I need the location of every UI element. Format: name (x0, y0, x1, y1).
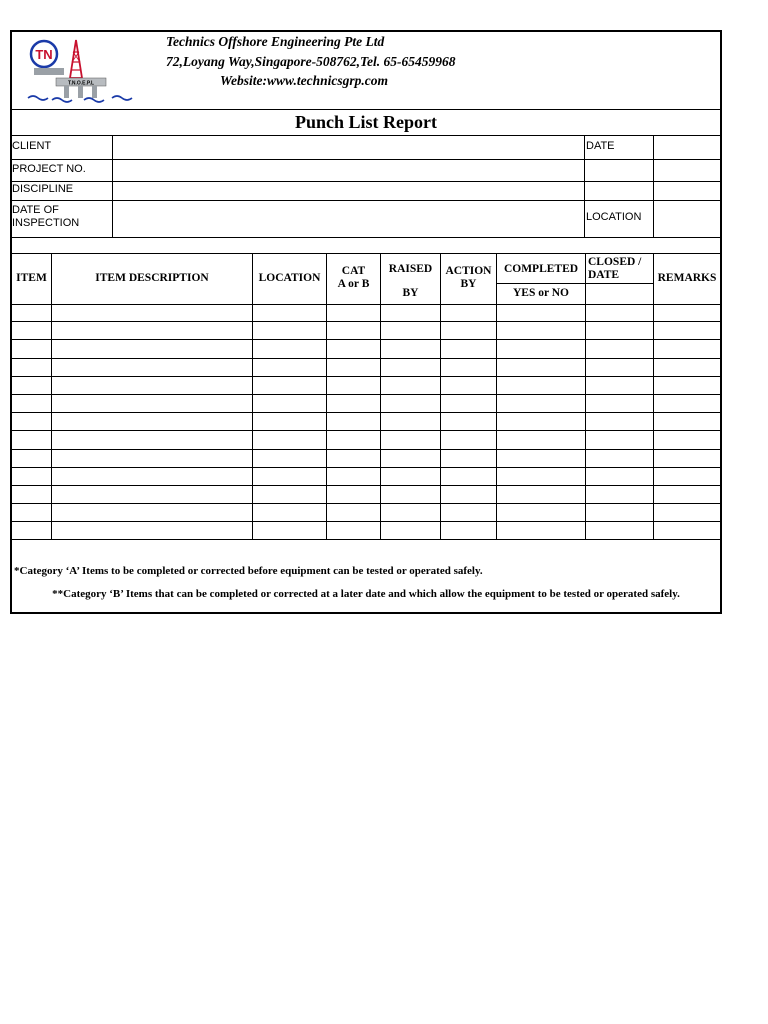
date-field[interactable] (654, 135, 720, 159)
cell-remarks[interactable] (654, 304, 720, 321)
cell-location[interactable] (253, 468, 327, 485)
cell-raised-by[interactable] (381, 322, 441, 339)
cell-remarks[interactable] (654, 359, 720, 376)
cell-action-by[interactable] (441, 359, 497, 376)
table-row (12, 468, 720, 486)
cell-remarks[interactable] (654, 522, 720, 539)
cell-closed-date[interactable] (586, 413, 654, 430)
spacer-row (12, 237, 720, 254)
cell-item-description[interactable] (52, 395, 253, 412)
cell-category[interactable] (327, 322, 381, 339)
cell-item-description[interactable] (52, 522, 253, 539)
cell-location[interactable] (253, 377, 327, 394)
discipline-label: DISCIPLINE (12, 181, 113, 200)
inspection-row (12, 200, 720, 237)
location-label: LOCATION (585, 200, 654, 237)
cell-item[interactable] (12, 322, 52, 339)
cell-closed-date[interactable] (586, 340, 654, 357)
table-row (12, 340, 720, 358)
cell-completed[interactable] (497, 322, 586, 339)
cell-remarks[interactable] (654, 395, 720, 412)
cell-closed-date[interactable] (586, 322, 654, 339)
col-category: CAT A or B (327, 254, 381, 304)
cell-item-description[interactable] (52, 304, 253, 321)
company-address: 72,Loyang Way,Singapore-508762,Tel. 65-65459968 (166, 54, 456, 69)
cell-location[interactable] (253, 413, 327, 430)
cell-item-description[interactable] (52, 431, 253, 448)
client-field[interactable] (113, 135, 585, 159)
cell-remarks[interactable] (654, 468, 720, 485)
cell-raised-by[interactable] (381, 450, 441, 467)
cell-location[interactable] (253, 322, 327, 339)
cell-raised-by[interactable] (381, 468, 441, 485)
cell-item[interactable] (12, 359, 52, 376)
cell-remarks[interactable] (654, 340, 720, 357)
project-no-label: PROJECT NO. (12, 159, 113, 181)
cell-action-by[interactable] (441, 340, 497, 357)
cell-closed-date[interactable] (586, 431, 654, 448)
cell-raised-by[interactable] (381, 340, 441, 357)
cell-closed-date[interactable] (586, 304, 654, 321)
table-row (12, 359, 720, 377)
discipline-field[interactable] (113, 181, 585, 200)
cell-remarks[interactable] (654, 504, 720, 521)
cell-remarks[interactable] (654, 431, 720, 448)
cell-completed[interactable] (497, 395, 586, 412)
cell-completed[interactable] (497, 486, 586, 503)
cell-completed[interactable] (497, 431, 586, 448)
cell-raised-by[interactable] (381, 395, 441, 412)
cell-item-description[interactable] (52, 340, 253, 357)
cell-action-by[interactable] (441, 395, 497, 412)
col-remarks: REMARKS (657, 272, 717, 284)
date-of-inspection-field[interactable] (113, 200, 585, 237)
cell-item-description[interactable] (52, 377, 253, 394)
cell-category[interactable] (327, 504, 381, 521)
cell-category[interactable] (327, 522, 381, 539)
table-row (12, 322, 720, 340)
cell-item[interactable] (12, 377, 52, 394)
discipline-extra-field[interactable] (654, 181, 720, 200)
date-of-inspection-label: DATE OF INSPECTION (12, 200, 113, 237)
col-location: LOCATION (253, 254, 327, 304)
cell-closed-date[interactable] (586, 395, 654, 412)
table-row (12, 377, 720, 395)
col-action-by: ACTION BY (441, 254, 497, 304)
project-no-field[interactable] (113, 159, 585, 181)
cell-raised-by[interactable] (381, 486, 441, 503)
date-label: DATE (585, 135, 654, 159)
cell-remarks[interactable] (654, 450, 720, 467)
cell-item-description[interactable] (52, 504, 253, 521)
cell-completed[interactable] (497, 304, 586, 321)
cell-location[interactable] (253, 340, 327, 357)
cell-raised-by[interactable] (381, 359, 441, 376)
cell-completed[interactable] (497, 359, 586, 376)
cell-location[interactable] (253, 504, 327, 521)
cell-action-by[interactable] (441, 450, 497, 467)
cell-location[interactable] (253, 359, 327, 376)
cell-raised-by[interactable] (381, 377, 441, 394)
cell-category[interactable] (327, 468, 381, 485)
cell-category[interactable] (327, 377, 381, 394)
cell-completed[interactable] (497, 504, 586, 521)
table-body (12, 304, 720, 540)
cell-item-description[interactable] (52, 450, 253, 467)
cell-action-by[interactable] (441, 486, 497, 503)
cell-item[interactable] (12, 450, 52, 467)
col-item: ITEM (12, 254, 52, 304)
cell-action-by[interactable] (441, 468, 497, 485)
cell-category[interactable] (327, 304, 381, 321)
cell-completed[interactable] (497, 340, 586, 357)
table-row (12, 413, 720, 431)
cell-action-by[interactable] (441, 504, 497, 521)
cell-category[interactable] (327, 486, 381, 503)
table-row (12, 431, 720, 449)
company-website: Website:www.technicsgrp.com (220, 73, 388, 88)
cell-completed[interactable] (497, 413, 586, 430)
cell-item-description[interactable] (52, 413, 253, 430)
cell-location[interactable] (253, 450, 327, 467)
cell-item[interactable] (12, 522, 52, 539)
cell-completed[interactable] (497, 450, 586, 467)
cell-item[interactable] (12, 340, 52, 357)
cell-category[interactable] (327, 450, 381, 467)
cell-action-by[interactable] (441, 413, 497, 430)
cell-closed-date[interactable] (586, 450, 654, 467)
cell-remarks[interactable] (654, 322, 720, 339)
cell-location[interactable] (253, 486, 327, 503)
client-label: CLIENT (12, 135, 113, 159)
cell-completed[interactable] (497, 468, 586, 485)
table-row (12, 522, 720, 540)
cell-item[interactable] (12, 395, 52, 412)
cell-location[interactable] (253, 395, 327, 412)
svg-text:T.N.O.E.P.L: T.N.O.E.P.L (67, 80, 95, 87)
client-row (12, 135, 720, 160)
cell-raised-by[interactable] (381, 431, 441, 448)
cell-item-description[interactable] (52, 486, 253, 503)
category-b-note: **Category ‘B’ Items that can be completed or corrected at a later date and which allow the equipment to be tested or operated safely. (52, 588, 680, 600)
cell-closed-date[interactable] (586, 486, 654, 503)
cell-remarks[interactable] (654, 377, 720, 394)
company-logo (26, 38, 138, 106)
cell-action-by[interactable] (441, 322, 497, 339)
col-raised-by: RAISED BY (381, 254, 441, 304)
cell-category[interactable] (327, 359, 381, 376)
discipline-extra (585, 181, 654, 200)
cell-item[interactable] (12, 468, 52, 485)
cell-action-by[interactable] (441, 377, 497, 394)
punch-list-form (10, 30, 722, 614)
cell-item-description[interactable] (52, 468, 253, 485)
table-row (12, 304, 720, 322)
cell-item[interactable] (12, 504, 52, 521)
cell-action-by[interactable] (441, 304, 497, 321)
cell-category[interactable] (327, 395, 381, 412)
cell-item[interactable] (12, 304, 52, 321)
project-no-extra (585, 159, 654, 181)
project-no-row (12, 159, 720, 182)
cell-closed-date[interactable] (586, 359, 654, 376)
cell-remarks[interactable] (654, 486, 720, 503)
cell-action-by[interactable] (441, 431, 497, 448)
cell-raised-by[interactable] (381, 304, 441, 321)
report-title: Punch List Report (12, 109, 720, 136)
table-header (12, 254, 720, 305)
cell-location[interactable] (253, 431, 327, 448)
company-header (12, 32, 720, 110)
table-row (12, 395, 720, 413)
cell-item-description[interactable] (52, 359, 253, 376)
cell-closed-date[interactable] (586, 522, 654, 539)
cell-action-by[interactable] (441, 522, 497, 539)
svg-text:TN: TN (35, 47, 53, 62)
table-row (12, 450, 720, 468)
discipline-row (12, 181, 720, 201)
cell-category[interactable] (327, 431, 381, 448)
table-row (12, 486, 720, 504)
cell-item-description[interactable] (52, 322, 253, 339)
cell-item[interactable] (12, 431, 52, 448)
col-closed-date: CLOSED / DATE (586, 254, 654, 304)
table-row (12, 504, 720, 522)
col-item-description: ITEM DESCRIPTION (52, 254, 253, 304)
col-completed: COMPLETED YES or NO (497, 254, 586, 304)
cell-raised-by[interactable] (381, 522, 441, 539)
cell-category[interactable] (327, 413, 381, 430)
cell-location[interactable] (253, 304, 327, 321)
cell-completed[interactable] (497, 522, 586, 539)
cell-completed[interactable] (497, 377, 586, 394)
location-field[interactable] (654, 200, 720, 237)
cell-item[interactable] (12, 413, 52, 430)
cell-closed-date[interactable] (586, 377, 654, 394)
cell-closed-date[interactable] (586, 468, 654, 485)
cell-raised-by[interactable] (381, 413, 441, 430)
company-name: Technics Offshore Engineering Pte Ltd (166, 34, 385, 49)
cell-location[interactable] (253, 522, 327, 539)
cell-raised-by[interactable] (381, 504, 441, 521)
cell-category[interactable] (327, 340, 381, 357)
cell-remarks[interactable] (654, 413, 720, 430)
cell-item[interactable] (12, 486, 52, 503)
project-no-extra-field[interactable] (654, 159, 720, 181)
cell-closed-date[interactable] (586, 504, 654, 521)
category-a-note: *Category ‘A’ Items to be completed or corrected before equipment can be tested or operated safely. (14, 565, 483, 577)
